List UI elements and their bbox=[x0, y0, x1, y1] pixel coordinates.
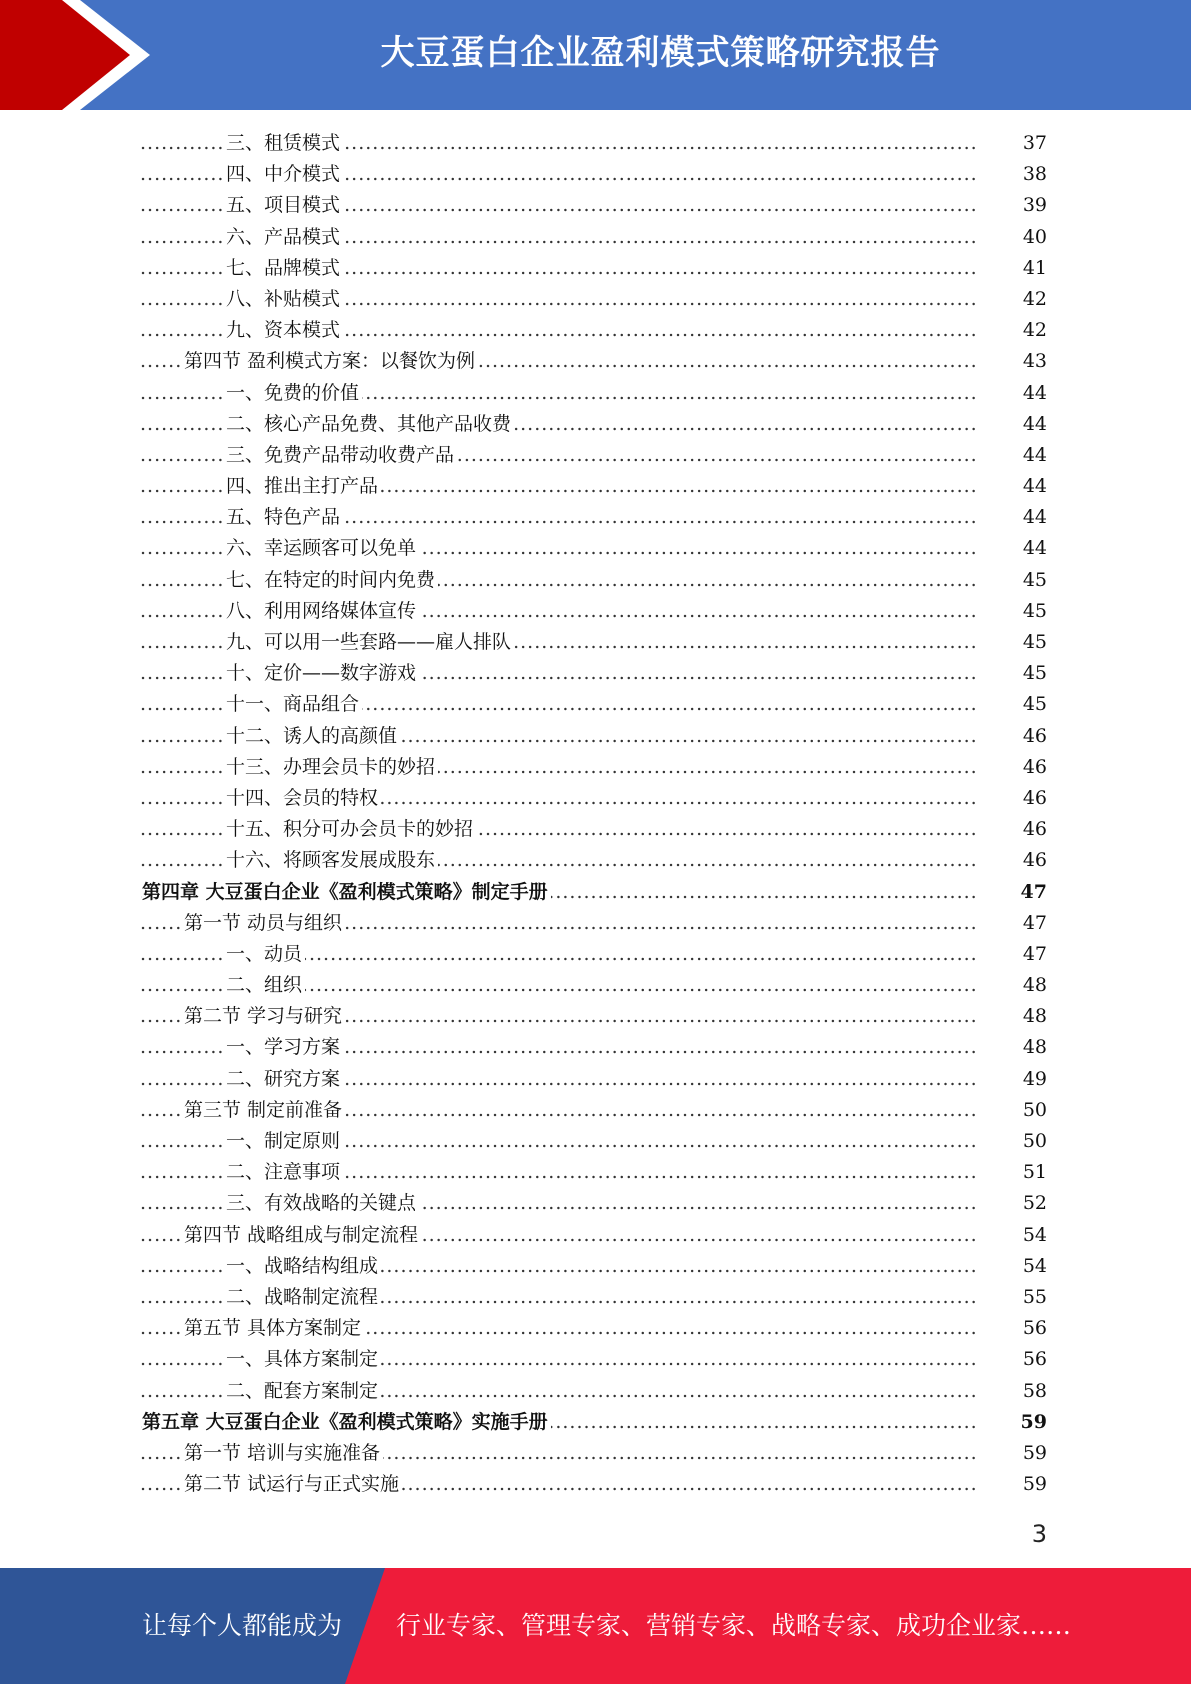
toc-entry-page: 45 bbox=[977, 627, 1047, 658]
toc-entry[interactable] bbox=[0, 1126, 1191, 1157]
toc-entry[interactable] bbox=[0, 814, 1191, 845]
toc-entry[interactable] bbox=[0, 908, 1191, 939]
page-number: 3 bbox=[1031, 1520, 1047, 1548]
report-title: 大豆蛋白企业盈利模式策略研究报告 bbox=[380, 33, 941, 73]
toc-entry-page: 46 bbox=[977, 783, 1047, 814]
toc-entry-label: 十六、将顾客发展成股东 bbox=[226, 845, 438, 876]
toc-entry-page: 59 bbox=[977, 1438, 1047, 1469]
toc-entry-page: 59 bbox=[977, 1407, 1047, 1438]
header-arrow bbox=[0, 0, 140, 110]
toc-entry[interactable] bbox=[0, 502, 1191, 533]
toc-entry-label: 八、利用网络媒体宣传 bbox=[226, 596, 419, 627]
toc-entry-label: 三、有效战略的关键点 bbox=[226, 1188, 419, 1219]
toc-entry-page: 47 bbox=[977, 939, 1047, 970]
toc-entry-label: 第二节 学习与研究 bbox=[184, 1001, 345, 1032]
toc-entry-page: 44 bbox=[977, 471, 1047, 502]
toc-entry-page: 49 bbox=[977, 1064, 1047, 1095]
toc-entry[interactable] bbox=[0, 190, 1191, 221]
toc-entry-page: 51 bbox=[977, 1157, 1047, 1188]
toc-entry-label: 十五、积分可办会员卡的妙招 bbox=[226, 814, 476, 845]
toc-entry-page: 44 bbox=[977, 440, 1047, 471]
toc-entry-page: 46 bbox=[977, 845, 1047, 876]
toc-entry[interactable] bbox=[0, 284, 1191, 315]
toc-entry-page: 37 bbox=[977, 128, 1047, 159]
toc-entry-label: 第四章 大豆蛋白企业《盈利模式策略》制定手册 bbox=[142, 877, 551, 908]
toc-entry[interactable] bbox=[0, 1282, 1191, 1313]
toc-entry-page: 44 bbox=[977, 409, 1047, 440]
toc-entry-page: 42 bbox=[977, 284, 1047, 315]
toc-entry-label: 四、中介模式 bbox=[226, 159, 343, 190]
toc-entry-page: 46 bbox=[977, 752, 1047, 783]
toc-entry-label: 八、补贴模式 bbox=[226, 284, 343, 315]
toc-entry[interactable] bbox=[0, 346, 1191, 377]
toc-entry-label: 四、推出主打产品 bbox=[226, 471, 381, 502]
toc-entry-page: 42 bbox=[977, 315, 1047, 346]
toc-entry[interactable] bbox=[0, 128, 1191, 159]
toc-entry-label: 七、在特定的时间内免费 bbox=[226, 565, 438, 596]
toc-entry-page: 48 bbox=[977, 970, 1047, 1001]
toc-entry[interactable] bbox=[0, 565, 1191, 596]
toc-entry-page: 59 bbox=[977, 1469, 1047, 1500]
toc-entry-label: 三、免费产品带动收费产品 bbox=[226, 440, 457, 471]
toc-entry[interactable] bbox=[0, 783, 1191, 814]
toc-entry-label: 十三、办理会员卡的妙招 bbox=[226, 752, 438, 783]
toc-entry-page: 54 bbox=[977, 1220, 1047, 1251]
toc-entry-label: 五、项目模式 bbox=[226, 190, 343, 221]
toc-entry-label: 一、动员 bbox=[226, 939, 305, 970]
toc-entry-page: 56 bbox=[977, 1313, 1047, 1344]
toc-entry-label: 六、幸运顾客可以免单 bbox=[226, 533, 419, 564]
toc-entry-label: 第四节 盈利模式方案：以餐饮为例 bbox=[184, 346, 478, 377]
toc-entry[interactable] bbox=[0, 440, 1191, 471]
toc-entry[interactable] bbox=[0, 939, 1191, 970]
toc-entry[interactable] bbox=[0, 159, 1191, 190]
toc-entry-label: 二、研究方案 bbox=[226, 1064, 343, 1095]
toc-entry-page: 43 bbox=[977, 346, 1047, 377]
toc-entry[interactable] bbox=[0, 627, 1191, 658]
toc-entry-label: 二、战略制定流程 bbox=[226, 1282, 381, 1313]
toc-entry[interactable] bbox=[0, 1251, 1191, 1282]
toc-entry[interactable] bbox=[0, 471, 1191, 502]
toc-entry-page: 52 bbox=[977, 1188, 1047, 1219]
toc-entry[interactable] bbox=[0, 689, 1191, 720]
toc-entry[interactable] bbox=[0, 315, 1191, 346]
toc-entry-label: 一、免费的价值 bbox=[226, 378, 362, 409]
toc-entry-label: 九、可以用一些套路——雇人排队 bbox=[226, 627, 514, 658]
toc-entry[interactable] bbox=[0, 721, 1191, 752]
toc-entry-label: 第二节 试运行与正式实施 bbox=[184, 1469, 402, 1500]
toc-entry-page: 55 bbox=[977, 1282, 1047, 1313]
toc-entry-label: 九、资本模式 bbox=[226, 315, 343, 346]
toc-entry-label: 二、配套方案制定 bbox=[226, 1376, 381, 1407]
footer-slogan-right: 行业专家、管理专家、营销专家、战略专家、成功企业家…… bbox=[396, 1611, 1072, 1640]
toc-entry[interactable] bbox=[0, 1032, 1191, 1063]
toc-entry-label: 第五节 具体方案制定 bbox=[184, 1313, 364, 1344]
toc-entry[interactable] bbox=[0, 378, 1191, 409]
toc-entry[interactable] bbox=[0, 1376, 1191, 1407]
toc-entry[interactable] bbox=[0, 970, 1191, 1001]
toc-entry-page: 45 bbox=[977, 565, 1047, 596]
toc-entry-page: 46 bbox=[977, 814, 1047, 845]
toc-entry-page: 54 bbox=[977, 1251, 1047, 1282]
toc-entry-label: 第三节 制定前准备 bbox=[184, 1095, 345, 1126]
toc-entry[interactable] bbox=[0, 409, 1191, 440]
toc-entry-label: 十二、诱人的高颜值 bbox=[226, 721, 400, 752]
toc-entry[interactable] bbox=[0, 1407, 1191, 1438]
toc-entry-label: 十四、会员的特权 bbox=[226, 783, 381, 814]
toc-entry-label: 二、注意事项 bbox=[226, 1157, 343, 1188]
toc-entry[interactable] bbox=[0, 1344, 1191, 1375]
toc-entry-page: 47 bbox=[977, 877, 1047, 908]
toc-entry-page: 47 bbox=[977, 908, 1047, 939]
toc-entry-label: 第一节 动员与组织 bbox=[184, 908, 345, 939]
toc-entry-label: 二、核心产品免费、其他产品收费 bbox=[226, 409, 514, 440]
toc-entry-label: 一、具体方案制定 bbox=[226, 1344, 381, 1375]
toc-entry-label: 七、品牌模式 bbox=[226, 253, 343, 284]
toc-entry-label: 一、制定原则 bbox=[226, 1126, 343, 1157]
toc-entry-label: 一、战略结构组成 bbox=[226, 1251, 381, 1282]
toc-entry-label: 第四节 战略组成与制定流程 bbox=[184, 1220, 421, 1251]
page-header bbox=[0, 0, 1191, 110]
toc-entry-label: 六、产品模式 bbox=[226, 222, 343, 253]
toc-entry-label: 十、定价——数字游戏 bbox=[226, 658, 419, 689]
toc-entry-page: 45 bbox=[977, 689, 1047, 720]
toc-entry[interactable] bbox=[0, 1469, 1191, 1500]
toc-entry[interactable] bbox=[0, 1220, 1191, 1251]
toc-entry-page: 39 bbox=[977, 190, 1047, 221]
toc-entry-page: 45 bbox=[977, 658, 1047, 689]
footer-slogan-left: 让每个人都能成为 bbox=[142, 1611, 343, 1640]
toc-entry-page: 40 bbox=[977, 222, 1047, 253]
toc-entry[interactable] bbox=[0, 752, 1191, 783]
toc-entry[interactable] bbox=[0, 1001, 1191, 1032]
toc-entry[interactable] bbox=[0, 222, 1191, 253]
toc-entry-label: 一、学习方案 bbox=[226, 1032, 343, 1063]
toc-entry[interactable] bbox=[0, 1438, 1191, 1469]
toc-entry-page: 56 bbox=[977, 1344, 1047, 1375]
toc-entry[interactable] bbox=[0, 845, 1191, 876]
toc-entry-page: 48 bbox=[977, 1001, 1047, 1032]
toc-entry-page: 44 bbox=[977, 502, 1047, 533]
toc-entry-page: 50 bbox=[977, 1095, 1047, 1126]
table-of-contents bbox=[0, 128, 1191, 1500]
toc-entry-page: 46 bbox=[977, 721, 1047, 752]
toc-entry-page: 38 bbox=[977, 159, 1047, 190]
toc-entry-label: 第一节 培训与实施准备 bbox=[184, 1438, 383, 1469]
toc-entry[interactable] bbox=[0, 1313, 1191, 1344]
toc-entry[interactable] bbox=[0, 1188, 1191, 1219]
toc-entry-page: 41 bbox=[977, 253, 1047, 284]
toc-entry-page: 44 bbox=[977, 533, 1047, 564]
toc-entry-label: 十一、商品组合 bbox=[226, 689, 362, 720]
toc-entry-label: 三、租赁模式 bbox=[226, 128, 343, 159]
toc-entry-page: 50 bbox=[977, 1126, 1047, 1157]
toc-entry[interactable] bbox=[0, 1064, 1191, 1095]
toc-entry-page: 58 bbox=[977, 1376, 1047, 1407]
toc-entry-label: 第五章 大豆蛋白企业《盈利模式策略》实施手册 bbox=[142, 1407, 551, 1438]
toc-entry-page: 45 bbox=[977, 596, 1047, 627]
toc-entry-page: 44 bbox=[977, 378, 1047, 409]
toc-entry[interactable] bbox=[0, 1157, 1191, 1188]
toc-entry[interactable] bbox=[0, 1095, 1191, 1126]
toc-entry[interactable] bbox=[0, 658, 1191, 689]
toc-entry[interactable] bbox=[0, 596, 1191, 627]
toc-entry[interactable] bbox=[0, 533, 1191, 564]
page-footer bbox=[0, 1568, 1191, 1684]
toc-entry-label: 二、组织 bbox=[226, 970, 305, 1001]
toc-entry-page: 48 bbox=[977, 1032, 1047, 1063]
toc-entry-label: 五、特色产品 bbox=[226, 502, 343, 533]
toc-entry[interactable] bbox=[0, 877, 1191, 908]
toc-entry[interactable] bbox=[0, 253, 1191, 284]
